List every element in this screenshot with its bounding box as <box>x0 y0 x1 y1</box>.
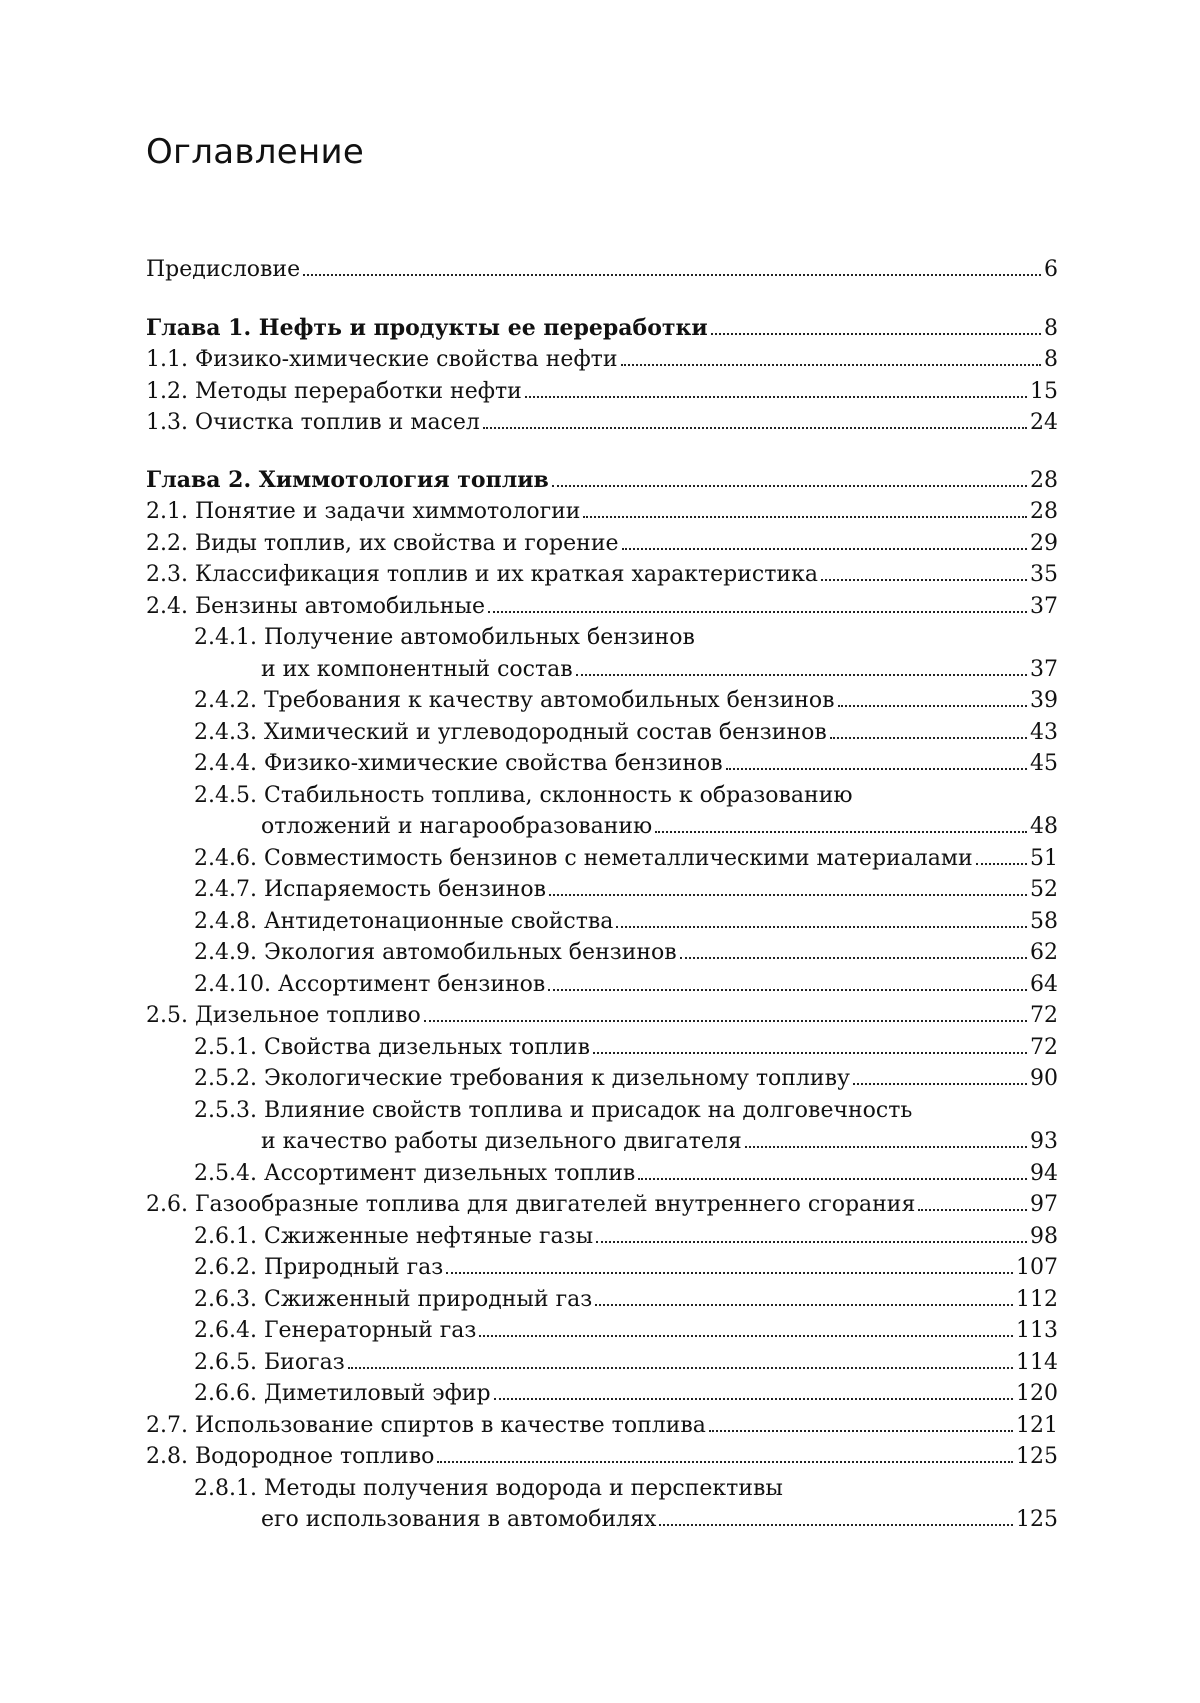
toc-entry-2-4[interactable] <box>146 591 1058 623</box>
toc-page-number: 6 <box>1044 257 1058 282</box>
toc-entry-2-8-1[interactable] <box>146 1473 1058 1536</box>
toc-entry-2-6-6[interactable] <box>146 1378 1058 1410</box>
toc-entry-2-5-1[interactable] <box>146 1032 1058 1064</box>
toc-entry-title-continued: и их компонентный состав <box>261 656 573 682</box>
dot-leader <box>853 1083 1027 1085</box>
dot-leader <box>446 1272 1013 1274</box>
toc-entry-title: 2.4.6. Совместимость бензинов с неметаллическими материалами <box>194 845 973 871</box>
toc-page-number: 35 <box>1030 562 1058 587</box>
toc-entry-2-6-1[interactable] <box>146 1221 1058 1253</box>
toc-entry-2-4-6[interactable] <box>146 843 1058 875</box>
dot-leader <box>622 548 1028 550</box>
toc-entry-title: 1.3. Очистка топлив и масел <box>146 410 480 435</box>
toc-entry-title: 2.8. Водородное топливо <box>146 1444 435 1469</box>
dot-leader <box>918 1209 1027 1211</box>
dot-leader <box>494 1398 1013 1400</box>
toc-entry-title: 2.5.4. Ассортимент дизельных топлив <box>194 1160 636 1186</box>
toc-page-number: 125 <box>1016 1507 1058 1532</box>
dot-leader <box>593 1052 1027 1054</box>
toc-entry-2-8[interactable] <box>146 1441 1058 1473</box>
toc-entry-1-3[interactable] <box>146 407 1058 439</box>
toc-entry-title: 2.4.2. Требования к качеству автомобильных бензинов <box>194 688 835 713</box>
dot-leader <box>483 427 1027 429</box>
toc-page-number: 8 <box>1044 315 1058 341</box>
toc-entry-2-4-4[interactable] <box>146 748 1058 780</box>
toc-entry-title: 1.1. Физико-химические свойства нефти <box>146 347 618 372</box>
toc-entry-title: 2.2. Виды топлив, их свойства и горение <box>146 530 619 556</box>
dot-leader <box>680 957 1027 959</box>
toc-page-number: 107 <box>1016 1255 1058 1280</box>
dot-leader <box>424 1020 1027 1022</box>
toc-page-number: 24 <box>1030 410 1058 435</box>
dot-leader <box>303 274 1041 276</box>
dot-leader <box>595 1304 1013 1306</box>
toc-chapter-title: Глава 1. Нефть и продукты ее переработки <box>146 314 708 341</box>
toc-page-number: 29 <box>1030 530 1058 556</box>
toc-entry-title: 2.4.9. Экология автомобильных бензинов <box>194 940 677 965</box>
toc-entry-2-4-8[interactable] <box>146 906 1058 938</box>
dot-leader <box>549 894 1027 896</box>
toc-page-number: 120 <box>1016 1381 1058 1406</box>
toc-entry-title: 2.4.7. Испаряемость бензинов <box>194 877 546 902</box>
toc-page-number: 28 <box>1030 499 1058 524</box>
dot-leader <box>655 831 1027 833</box>
dot-leader <box>583 516 1027 518</box>
toc-page-number: 58 <box>1030 908 1058 934</box>
toc-entry-2-5-3[interactable] <box>146 1095 1058 1158</box>
table-of-contents <box>146 254 1058 1536</box>
toc-entry-title: 2.4.1. Получение автомобильных бензинов <box>194 625 695 650</box>
toc-entry-preface[interactable] <box>146 254 1058 286</box>
toc-page-number: 72 <box>1030 1034 1058 1060</box>
dot-leader <box>745 1146 1027 1148</box>
toc-entry-title: 2.4. Бензины автомобильные <box>146 593 485 619</box>
toc-page-number: 8 <box>1044 347 1058 372</box>
toc-entry-2-4-7[interactable] <box>146 874 1058 906</box>
dot-leader <box>638 1178 1027 1180</box>
toc-entry-title: 2.6.5. Биогаз <box>194 1349 345 1375</box>
dot-leader <box>821 579 1027 581</box>
toc-entry-2-6[interactable] <box>146 1189 1058 1221</box>
toc-page-number: 93 <box>1030 1129 1058 1154</box>
toc-entry-title: 2.6.4. Генераторный газ <box>194 1318 477 1343</box>
toc-entry-title: 2.6. Газообразные топлива для двигателей внутреннего сгорания <box>146 1192 916 1217</box>
dot-leader <box>548 989 1027 991</box>
toc-page-number: 112 <box>1016 1286 1058 1312</box>
toc-page-number: 94 <box>1030 1160 1058 1186</box>
toc-page-number: 52 <box>1030 877 1058 902</box>
dot-leader <box>726 768 1027 770</box>
toc-chapter-2[interactable] <box>146 465 1058 497</box>
toc-entry-title: 2.6.2. Природный газ <box>194 1255 444 1280</box>
toc-entry-2-4-2[interactable] <box>146 685 1058 717</box>
toc-entry-2-6-3[interactable] <box>146 1284 1058 1316</box>
dot-leader <box>616 926 1027 928</box>
toc-entry-title: 2.8.1. Методы получения водорода и перспективы <box>194 1475 783 1501</box>
toc-chapter-title: Глава 2. Химмотология топлив <box>146 466 549 493</box>
toc-entry-1-1[interactable] <box>146 344 1058 376</box>
toc-entry-2-5-2[interactable] <box>146 1063 1058 1095</box>
toc-entry-title: 2.1. Понятие и задачи химмотологии <box>146 499 581 524</box>
toc-entry-title: 2.4.8. Антидетонационные свойства <box>194 908 614 934</box>
toc-entry-2-5-4[interactable] <box>146 1158 1058 1190</box>
page-title: Оглавление <box>146 132 365 172</box>
toc-page-number: 45 <box>1030 751 1058 776</box>
toc-entry-2-1[interactable] <box>146 496 1058 528</box>
toc-page-number: 37 <box>1030 656 1058 682</box>
toc-entry-1-2[interactable] <box>146 376 1058 408</box>
dot-leader <box>838 705 1027 707</box>
dot-leader <box>525 396 1027 398</box>
toc-entry-title: 2.6.1. Сжиженные нефтяные газы <box>194 1223 594 1249</box>
dot-leader <box>437 1461 1013 1463</box>
toc-page-number: 98 <box>1030 1223 1058 1249</box>
toc-entry-2-4-3[interactable] <box>146 717 1058 749</box>
toc-entry-title: 2.5.3. Влияние свойств топлива и присадок на долговечность <box>194 1097 913 1123</box>
toc-page-number: 97 <box>1030 1192 1058 1217</box>
toc-entry-title-continued: его использования в автомобилях <box>261 1507 657 1532</box>
toc-entry-title: 2.4.4. Физико-химические свойства бензинов <box>194 751 723 776</box>
toc-page-number: 43 <box>1030 719 1058 745</box>
toc-page-number: 48 <box>1030 814 1058 839</box>
toc-entry-2-2[interactable] <box>146 528 1058 560</box>
toc-entry-title: 2.5.1. Свойства дизельных топлив <box>194 1034 590 1060</box>
dot-leader <box>596 1241 1027 1243</box>
toc-entry-2-4-9[interactable] <box>146 937 1058 969</box>
toc-page-number: 114 <box>1016 1349 1058 1375</box>
toc-page-number: 37 <box>1030 593 1058 619</box>
toc-page-number: 64 <box>1030 971 1058 997</box>
toc-entry-2-7[interactable] <box>146 1410 1058 1442</box>
dot-leader <box>711 333 1041 335</box>
toc-entry-title: 2.4.10. Ассортимент бензинов <box>194 971 546 997</box>
dot-leader <box>348 1367 1013 1369</box>
dot-leader <box>830 737 1027 739</box>
dot-leader <box>576 674 1027 676</box>
toc-page-number: 51 <box>1030 845 1058 871</box>
toc-page-number: 90 <box>1030 1066 1058 1091</box>
toc-page-number: 125 <box>1016 1444 1058 1469</box>
toc-entry-title: 1.2. Методы переработки нефти <box>146 378 522 404</box>
toc-entry-title: 2.3. Классификация топлив и их краткая характеристика <box>146 562 818 587</box>
toc-page-number: 121 <box>1016 1412 1058 1438</box>
toc-page-number: 15 <box>1030 378 1058 404</box>
dot-leader <box>659 1524 1013 1526</box>
toc-entry-title: 2.6.6. Диметиловый эфир <box>194 1381 491 1406</box>
toc-page-number: 72 <box>1030 1003 1058 1028</box>
toc-entry-title: 2.5.2. Экологические требования к дизельному топливу <box>194 1066 850 1091</box>
toc-entry-title: 2.4.3. Химический и углеводородный состав бензинов <box>194 719 827 745</box>
toc-entry-2-6-2[interactable] <box>146 1252 1058 1284</box>
toc-entry-title: 2.4.5. Стабильность топлива, склонность к образованию <box>194 782 853 808</box>
toc-entry-title: 2.7. Использование спиртов в качестве топлива <box>146 1412 706 1438</box>
toc-entry-title-continued: и качество работы дизельного двигателя <box>261 1129 742 1154</box>
toc-chapter-1[interactable] <box>146 313 1058 345</box>
toc-entry-title: 2.6.3. Сжиженный природный газ <box>194 1286 593 1312</box>
toc-entry-2-3[interactable] <box>146 559 1058 591</box>
dot-leader <box>552 485 1027 487</box>
toc-page-number: 39 <box>1030 688 1058 713</box>
toc-page-number: 62 <box>1030 940 1058 965</box>
dot-leader <box>479 1335 1013 1337</box>
toc-entry-title: 2.5. Дизельное топливо <box>146 1003 421 1028</box>
dot-leader <box>709 1430 1013 1432</box>
toc-page-number: 28 <box>1030 467 1058 493</box>
toc-entry-2-4-1[interactable] <box>146 622 1058 685</box>
toc-page-number: 113 <box>1016 1318 1058 1343</box>
toc-entry-2-5[interactable] <box>146 1000 1058 1032</box>
toc-entry-2-4-5[interactable] <box>146 780 1058 843</box>
toc-entry-title-continued: отложений и нагарообразованию <box>261 814 653 839</box>
dot-leader <box>488 611 1027 613</box>
toc-entry-title: Предисловие <box>146 257 301 282</box>
dot-leader <box>976 863 1027 865</box>
toc-entry-2-6-5[interactable] <box>146 1347 1058 1379</box>
toc-entry-2-4-10[interactable] <box>146 969 1058 1001</box>
dot-leader <box>621 364 1042 366</box>
toc-entry-2-6-4[interactable] <box>146 1315 1058 1347</box>
